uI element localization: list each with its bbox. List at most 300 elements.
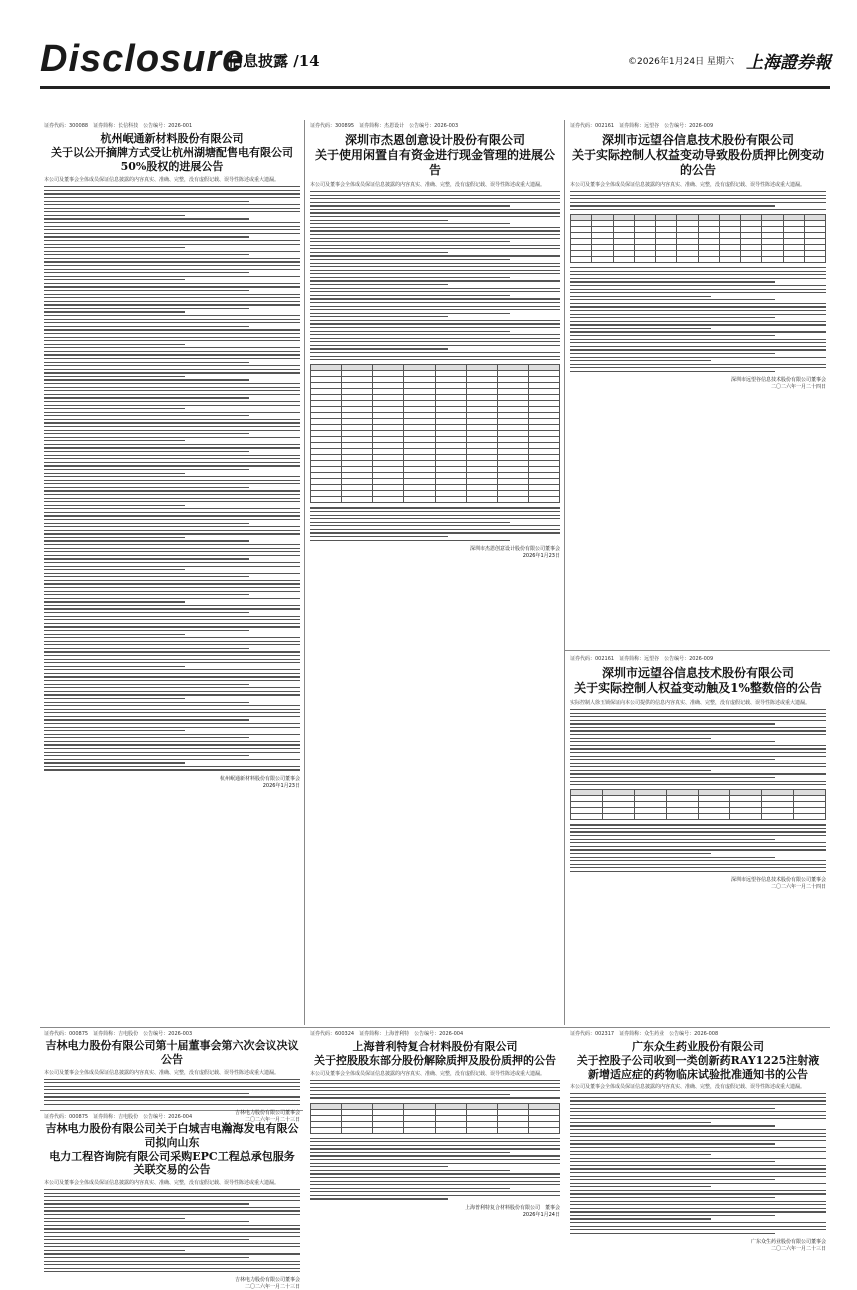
stock-code-line: 证券代码：002161 证券简称：远望谷 公告编号：2026-009: [570, 123, 714, 129]
text-line: [310, 1166, 448, 1167]
text-line: [44, 390, 300, 391]
text-line: [570, 357, 826, 358]
text-line: [570, 773, 826, 774]
text-line: [44, 365, 300, 366]
text-line: [570, 1179, 775, 1180]
text-line: [44, 301, 300, 302]
table-cell: [666, 814, 698, 820]
text-line: [44, 569, 185, 570]
column-divider: [564, 120, 565, 1025]
text-line: [570, 195, 826, 196]
text-line: [570, 1158, 826, 1159]
text-line: [44, 723, 300, 724]
table-cell: [435, 1127, 466, 1133]
text-line: [44, 1089, 300, 1090]
text-line: [44, 1225, 300, 1226]
text-line: [44, 637, 300, 638]
text-line: [570, 205, 775, 206]
disclaimer: 本公司及董事会全体成员保证信息披露的内容真实、准确、完整，没有虚假记载、误导性陈述或重大遗漏。: [570, 1084, 806, 1091]
text-line: [44, 483, 300, 484]
text-line: [570, 274, 826, 275]
table-cell: [677, 257, 698, 263]
article-body: [570, 709, 826, 785]
text-line: [310, 270, 560, 271]
table-row: [571, 814, 826, 820]
table-cell: [804, 257, 825, 263]
table-cell: [698, 814, 730, 820]
text-line: [570, 777, 775, 778]
text-line: [44, 422, 300, 423]
text-line: [44, 608, 300, 609]
article-body: [44, 1079, 300, 1105]
text-line: [310, 1087, 560, 1088]
text-line: [44, 526, 300, 527]
text-line: [44, 1261, 300, 1262]
text-line: [310, 540, 510, 541]
text-line: [570, 296, 711, 297]
disclaimer: 本公司及董事会全体成员保证信息披露的内容真实、准确、完整，没有虚假记载、误导性陈述或重大遗漏。: [44, 177, 280, 184]
data-table: [570, 214, 826, 263]
text-line: [310, 212, 560, 213]
text-line: [44, 447, 300, 448]
newspaper-name: 上海證券報: [746, 53, 831, 73]
text-line: [44, 412, 300, 413]
text-line: [570, 202, 826, 203]
text-line: [570, 1129, 826, 1130]
text-line: [310, 1170, 510, 1171]
text-line: [44, 222, 300, 223]
text-line: [44, 444, 300, 445]
text-line: [44, 730, 185, 731]
text-line: [44, 186, 300, 187]
text-line: [44, 694, 300, 695]
text-line: [570, 741, 775, 742]
text-line: [44, 193, 300, 194]
text-line: [570, 824, 826, 825]
text-line: [44, 673, 300, 674]
signoff: 深圳市远望谷信息技术股份有限公司董事会: [730, 377, 826, 384]
text-line: [570, 763, 826, 764]
text-line: [310, 191, 560, 192]
text-line: [44, 440, 185, 441]
text-line: [570, 864, 826, 865]
text-line: [44, 426, 300, 427]
text-line: [44, 1218, 185, 1219]
text-line: [570, 770, 711, 771]
text-line: [570, 745, 826, 746]
text-line: [570, 367, 826, 368]
text-line: [44, 712, 300, 713]
text-line: [570, 303, 826, 304]
text-line: [570, 267, 826, 268]
article-body: [44, 1189, 300, 1272]
article-body: [570, 824, 826, 872]
text-line: [44, 215, 185, 216]
text-line: [44, 1239, 249, 1240]
signoff-date: 二〇二六年一月二十四日: [770, 384, 826, 391]
text-line: [570, 846, 826, 847]
text-line: [310, 295, 510, 296]
article-title: 深圳市远望谷信息技术股份有限公司 关于实际控制人权益变动触及1%整数倍的公告: [574, 666, 822, 695]
table-cell: [656, 257, 677, 263]
text-line: [570, 1165, 826, 1166]
text-line: [44, 587, 300, 588]
text-line: [44, 744, 300, 745]
table-cell: [571, 814, 603, 820]
table-cell: [466, 497, 497, 503]
text-line: [310, 1083, 560, 1084]
text-line: [44, 687, 300, 688]
text-line: [570, 299, 775, 300]
text-line: [44, 226, 300, 227]
text-line: [310, 1145, 560, 1146]
text-line: [310, 352, 560, 353]
text-line: [44, 272, 249, 273]
article-body: [310, 1138, 560, 1200]
text-line: [310, 1177, 560, 1178]
text-line: [44, 759, 300, 760]
text-line: [570, 324, 826, 325]
text-line: [570, 1226, 826, 1227]
table-cell: [602, 814, 634, 820]
signoff-date: 二〇二六年一月二十三日: [770, 1245, 826, 1252]
text-line: [44, 741, 300, 742]
text-line: [44, 419, 300, 420]
text-line: [44, 558, 249, 559]
text-line: [310, 331, 510, 332]
text-line: [310, 316, 448, 317]
text-line: [44, 601, 185, 602]
text-line: [570, 1161, 775, 1162]
text-line: [310, 273, 560, 274]
text-line: [570, 1204, 826, 1205]
text-line: [570, 314, 826, 315]
text-line: [44, 630, 249, 631]
text-line: [310, 227, 560, 228]
text-line: [44, 1250, 185, 1251]
page-header: [0, 0, 857, 86]
text-line: [44, 1196, 300, 1197]
signoff: 广东众生药业股份有限公司董事会: [750, 1238, 826, 1245]
text-line: [570, 281, 775, 282]
text-line: [570, 1118, 826, 1119]
article-title: 上海普利特复合材料股份有限公司 关于控股股东部分股份解除质押及股份质押的公告: [314, 1040, 556, 1067]
text-line: [44, 480, 300, 481]
text-line: [570, 849, 826, 850]
text-line: [44, 358, 300, 359]
text-line: [44, 1257, 249, 1258]
text-line: [44, 648, 249, 649]
text-line: [44, 286, 300, 287]
text-line: [44, 208, 300, 209]
table-cell: [741, 257, 762, 263]
text-line: [44, 1268, 300, 1269]
text-line: [570, 1151, 826, 1152]
text-line: [310, 234, 560, 235]
article-body: [310, 507, 560, 540]
article-divider: [565, 650, 830, 651]
text-line: [44, 551, 300, 552]
text-line: [310, 320, 560, 321]
text-line: [44, 311, 185, 312]
text-line: [44, 1200, 300, 1201]
table-cell: [719, 257, 740, 263]
table-cell: [528, 1127, 559, 1133]
text-line: [44, 1104, 300, 1105]
text-line: [570, 1125, 775, 1126]
stock-code-line: 证券代码：300895 证券简称：杰恩设计 公告编号：2026-003: [310, 123, 459, 129]
announcement-article: [570, 1030, 826, 1250]
text-line: [44, 727, 300, 728]
text-line: [44, 719, 249, 720]
text-line: [570, 1183, 826, 1184]
text-line: [44, 515, 300, 516]
text-line: [44, 455, 300, 456]
text-line: [570, 371, 775, 372]
text-line: [570, 1136, 826, 1137]
text-line: [44, 326, 249, 327]
announcement-article: [570, 655, 826, 1023]
disclaimer: 本公司及董事会全体成员保证信息披露的内容真实、准确、完整，没有虚假记载、误导性陈述或重大遗漏。: [310, 182, 546, 188]
text-line: [44, 1271, 300, 1272]
text-line: [44, 197, 300, 198]
text-line: [570, 738, 711, 739]
text-line: [310, 1159, 560, 1160]
text-line: [44, 634, 185, 635]
text-line: [570, 713, 826, 714]
text-line: [44, 691, 300, 692]
text-line: [570, 720, 826, 721]
text-line: [570, 1147, 826, 1148]
text-line: [570, 1233, 775, 1234]
text-line: [310, 515, 560, 516]
text-line: [44, 623, 300, 624]
table-cell: [634, 257, 655, 263]
text-line: [44, 351, 300, 352]
disclaimer: 本公司及董事会全体成员保证信息披露的内容真实、准确、完整，没有虚假记载、误导性陈述或重大遗漏。: [570, 182, 806, 188]
text-line: [310, 309, 560, 310]
text-line: [44, 508, 300, 509]
text-line: [310, 345, 560, 346]
text-line: [44, 1214, 300, 1215]
text-line: [44, 294, 300, 295]
text-line: [44, 1264, 300, 1265]
text-line: [310, 313, 510, 314]
text-line: [44, 1236, 300, 1237]
text-line: [44, 269, 300, 270]
text-line: [570, 1093, 826, 1094]
text-line: [44, 680, 300, 681]
signoff-date: 2026年1月24日: [522, 1211, 560, 1218]
text-line: [44, 333, 300, 334]
text-line: [570, 1215, 775, 1216]
announcement-article: [310, 122, 560, 1022]
text-line: [570, 1168, 826, 1169]
text-line: [310, 288, 560, 289]
signoff: 杭州岷通新材料股份有限公司董事会: [219, 775, 300, 782]
text-line: [44, 544, 300, 545]
text-line: [310, 1138, 560, 1139]
text-line: [570, 1222, 826, 1223]
text-line: [310, 302, 560, 303]
text-line: [44, 451, 249, 452]
table-cell: [342, 1127, 373, 1133]
text-line: [44, 512, 300, 513]
text-line: [570, 1140, 826, 1141]
text-line: [44, 762, 185, 763]
text-line: [44, 379, 249, 380]
table-cell: [373, 1127, 404, 1133]
text-line: [310, 1198, 448, 1199]
text-line: [44, 476, 300, 477]
article-body: [310, 191, 560, 360]
row-divider: [40, 1027, 830, 1028]
announcement-article: [44, 1113, 300, 1290]
text-line: [44, 376, 185, 377]
text-line: [44, 605, 300, 606]
text-line: [570, 839, 775, 840]
text-line: [310, 323, 560, 324]
text-line: [44, 530, 300, 531]
text-line: [44, 702, 249, 703]
text-line: [570, 317, 775, 318]
text-line: [44, 204, 300, 205]
text-line: [44, 297, 300, 298]
text-line: [570, 346, 826, 347]
text-line: [310, 298, 560, 299]
text-line: [570, 759, 775, 760]
text-line: [570, 335, 775, 336]
text-line: [44, 344, 185, 345]
text-line: [44, 465, 300, 466]
table-cell: [311, 1127, 342, 1133]
text-line: [570, 1133, 826, 1134]
text-line: [570, 831, 826, 832]
text-line: [310, 241, 510, 242]
text-line: [570, 727, 826, 728]
text-line: [310, 1094, 510, 1095]
text-line: [44, 705, 300, 706]
text-line: [570, 1193, 826, 1194]
text-line: [310, 511, 560, 512]
text-line: [44, 254, 249, 255]
table-cell: [466, 1127, 497, 1133]
text-line: [44, 594, 249, 595]
table-cell: [373, 497, 404, 503]
text-line: [310, 245, 560, 246]
text-line: [44, 369, 300, 370]
text-line: [310, 1191, 560, 1192]
table-cell: [592, 257, 613, 263]
text-line: [44, 218, 249, 219]
text-line: [570, 756, 826, 757]
article-title: 深圳市杰恩创意设计股份有限公司 关于使用闲置自有资金进行现金管理的进展公告: [314, 133, 555, 177]
text-line: [44, 1093, 249, 1094]
text-line: [310, 1184, 560, 1185]
text-line: [44, 684, 249, 685]
text-line: [44, 1232, 300, 1233]
text-line: [44, 1193, 300, 1194]
text-line: [310, 529, 560, 530]
text-line: [44, 236, 249, 237]
text-line: [44, 469, 249, 470]
text-line: [310, 1152, 510, 1153]
signoff: 深圳市远望谷信息技术股份有限公司董事会: [730, 877, 826, 884]
text-line: [570, 734, 826, 735]
text-line: [310, 334, 560, 335]
text-line: [44, 598, 300, 599]
text-line: [44, 1253, 300, 1254]
text-line: [310, 522, 510, 523]
text-line: [44, 315, 300, 316]
article-body: [310, 1080, 560, 1099]
text-line: [310, 348, 448, 349]
text-line: [44, 1246, 300, 1247]
text-line: [44, 709, 300, 710]
text-line: [44, 644, 300, 645]
text-line: [570, 198, 826, 199]
text-line: [570, 349, 826, 350]
text-line: [44, 304, 300, 305]
text-line: [310, 1080, 560, 1081]
data-table: [310, 1103, 560, 1134]
text-line: [570, 1122, 711, 1123]
text-line: [570, 278, 826, 279]
text-line: [570, 835, 826, 836]
text-line: [44, 401, 300, 402]
text-line: [570, 766, 826, 767]
text-line: [310, 518, 560, 519]
table-cell: [762, 814, 794, 820]
table-cell: [497, 497, 528, 503]
table-row: [311, 497, 560, 503]
text-line: [570, 784, 826, 785]
text-line: [44, 244, 300, 245]
text-line: [570, 1186, 711, 1187]
text-line: [570, 842, 826, 843]
article-body: [570, 1093, 826, 1234]
text-line: [44, 1086, 300, 1087]
text-line: [44, 337, 300, 338]
text-line: [570, 306, 826, 307]
table-row: [571, 257, 826, 263]
text-line: [570, 364, 826, 365]
text-line: [44, 562, 300, 563]
article-title: 杭州岷通新材料股份有限公司 关于以公开摘牌方式受让杭州湖塘配售电有限公司 50%股权的进展公告: [51, 132, 293, 173]
text-line: [570, 1190, 826, 1191]
text-line: [44, 190, 300, 191]
text-line: [570, 1154, 711, 1155]
text-line: [310, 341, 560, 342]
issue-date: ©2026年1月24日 星期六: [628, 57, 734, 67]
text-line: [570, 328, 711, 329]
text-line: [310, 263, 560, 264]
text-line: [570, 191, 826, 192]
text-line: [570, 828, 826, 829]
text-line: [44, 591, 300, 592]
text-line: [570, 310, 826, 311]
text-line: [570, 1108, 775, 1109]
column-divider: [304, 120, 305, 1025]
text-line: [44, 397, 249, 398]
data-table: [570, 789, 826, 820]
text-line: [44, 676, 300, 677]
table-cell: [435, 497, 466, 503]
text-line: [44, 766, 300, 767]
text-line: [44, 1100, 300, 1101]
article-title: 吉林电力股份有限公司关于白城吉电瀚海发电有限公司拟向山东 电力工程咨询院有限公司采购EPC工程总承包服务关联交易的公告: [45, 1122, 299, 1177]
text-line: [570, 857, 775, 858]
